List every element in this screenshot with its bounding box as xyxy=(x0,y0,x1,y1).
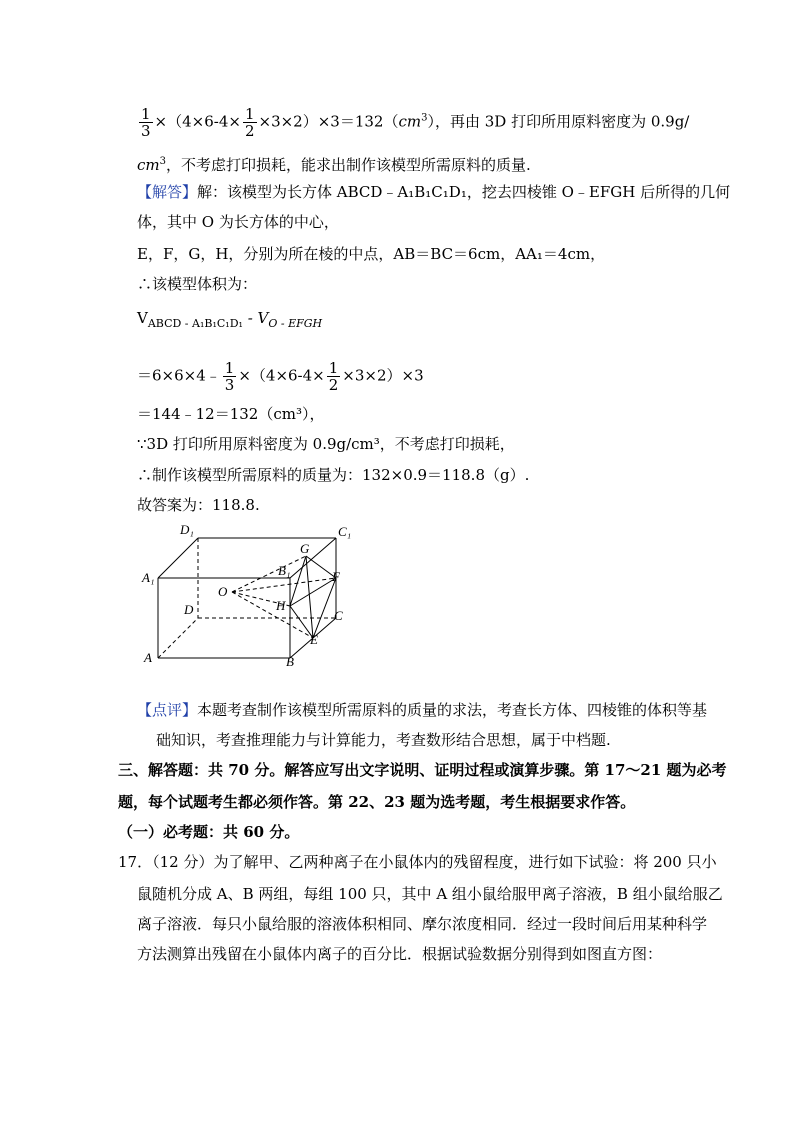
comment-tag: 【点评】 xyxy=(137,701,198,719)
answer-text: 解：该模型为长方体 ABCD﹣A₁B₁C₁D₁，挖去四棱锥 O﹣EFGH 后所得的几何 xyxy=(197,183,731,201)
label-C1: C₁ xyxy=(338,524,352,539)
answer-line-4: ∴该模型体积为： xyxy=(137,275,258,293)
answer-line-3: E，F，G，H，分别为所在棱的中点，AB＝BC＝6cm，AA₁＝4cm， xyxy=(137,245,606,263)
section3-line-1: 三、解答题：共 70 分。解答应写出文字说明、证明过程或演算步骤。第 17～21 题为必考 xyxy=(118,761,727,779)
cuboid-figure xyxy=(140,520,360,670)
label-D: D xyxy=(184,602,194,617)
top-line-2: $cm^3$，不考虑打印损耗，能求出制作该模型所需原料的质量. xyxy=(137,156,531,174)
answer-line-6: ∴制作该模型所需原料的质量为：132×0.9＝118.8（g）. xyxy=(137,466,530,484)
label-E: E xyxy=(310,632,318,647)
unit: cm xyxy=(398,112,422,131)
label-D1: D₁ xyxy=(180,522,194,537)
calc-line-2: ＝144﹣12＝132（cm³）， xyxy=(137,405,325,423)
fraction: $\frac{1}{3}$ xyxy=(141,105,151,140)
label-H: H xyxy=(276,598,286,613)
q17-line-3: 离子溶液．每只小鼠给服的溶液体积相同、摩尔浓度相同．经过一段时间后用某种科学 xyxy=(137,915,708,933)
comment-line-1 xyxy=(137,700,707,720)
answer-tag: 【解答】 xyxy=(137,183,198,201)
q17-line-4: 方法测算出残留在小鼠体内离子的百分比．根据试验数据分别得到如图直方图： xyxy=(137,945,663,963)
comment-text: 本题考查制作该模型所需原料的质量的求法，考查长方体、四棱锥的体积等基 xyxy=(197,701,708,719)
label-O: O xyxy=(218,584,228,599)
answer-line-2: 体，其中 O 为长方体的中心， xyxy=(137,213,339,231)
label-G: G xyxy=(300,541,310,556)
unit-exponent: 3 xyxy=(421,112,428,124)
label-B1: B₁ xyxy=(278,563,291,578)
answer-line-5: ∵3D 打印所用原料密度为 0.9g/cm³，不考虑打印损耗， xyxy=(137,435,515,453)
label-A: A xyxy=(144,650,152,665)
comment-line-2: 础知识，考查推理能力与计算能力，考查数形结合思想，属于中档题. xyxy=(156,731,611,749)
section3-line-3: （一）必考题：共 60 分。 xyxy=(118,823,300,841)
expr-part: ×3×2）×3＝132（ xyxy=(258,112,399,131)
volume-formula: $V_{ABCD - A_1B_1C_1D_1} - V_{O - EFGH}$ xyxy=(137,309,323,330)
label-B: B xyxy=(286,654,294,669)
answer-line-1 xyxy=(137,182,730,202)
answer-line-7: 故答案为：118.8. xyxy=(137,496,260,514)
fraction: $\frac{1}{2}$ xyxy=(244,105,255,140)
expr-tail: ），再由 3D 打印所用原料密度为 0.9g/ xyxy=(427,112,690,131)
label-A1: A₁ xyxy=(142,570,155,585)
q17-line-2: 鼠随机分成 A、B 两组，每组 100 只，其中 A 组小鼠给服甲离子溶液，B 组小鼠给服乙 xyxy=(137,885,723,903)
label-F: F xyxy=(332,569,340,584)
calc-line-1: ＝6×6×4﹣ $\frac{1}{3}$ ×（4×6-4× $\frac{1}{2}$ ×3×2）×3 xyxy=(137,359,424,394)
expr-part: ×（4×6-4× xyxy=(154,112,241,131)
top-formula-line xyxy=(137,106,689,139)
section3-line-2: 题，每个试题考生都必须作答。第 22、23 题为选考题，考生根据要求作答。 xyxy=(118,793,636,811)
label-C: C xyxy=(334,608,343,623)
q17-line-1: 17．（12 分）为了解甲、乙两种离子在小鼠体内的残留程度，进行如下试验：将 200 只小 xyxy=(118,853,717,871)
